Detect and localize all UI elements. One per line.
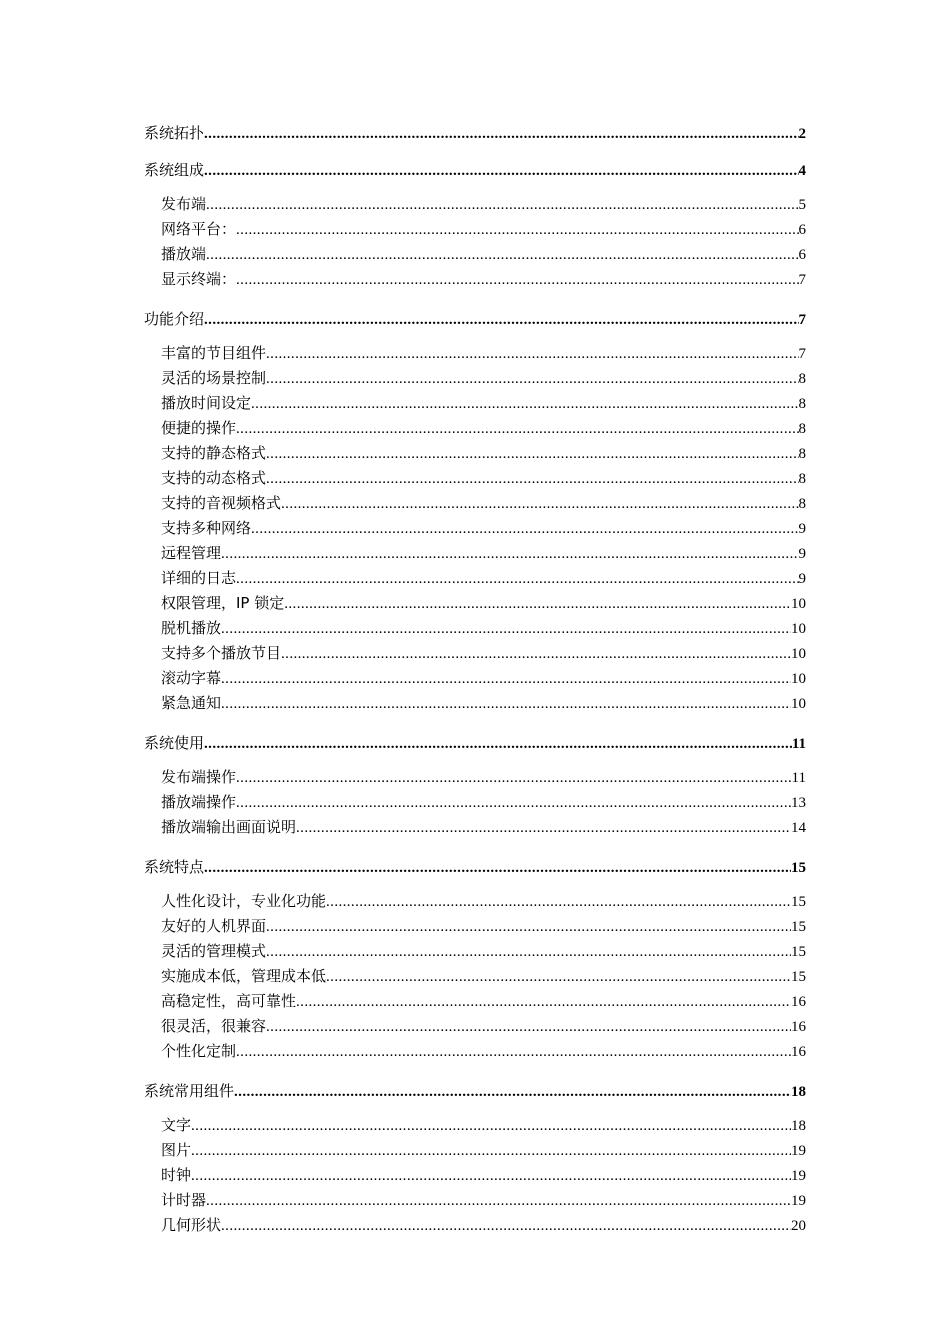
toc-entry-title: 播放时间设定 <box>161 394 252 412</box>
toc-entry-title: 支持的动态格式 <box>161 469 267 487</box>
toc-leader-dots <box>204 735 792 753</box>
toc-leader-dots <box>206 196 798 214</box>
toc-entry-title: 滚动字幕 <box>161 669 222 687</box>
toc-entry-page: 5 <box>798 197 806 213</box>
toc-entry-level2[interactable] <box>144 768 806 793</box>
toc-entry-level2[interactable] <box>144 942 806 967</box>
toc-leader-dots <box>251 520 798 538</box>
toc-entry-page: 15 <box>791 919 806 935</box>
toc-entry-level1[interactable] <box>144 310 806 328</box>
toc-leader-dots <box>221 620 791 638</box>
toc-entry-level2[interactable] <box>144 818 806 843</box>
toc-leader-dots <box>236 1043 791 1061</box>
toc-entry-level2[interactable] <box>144 1116 806 1141</box>
toc-leader-dots <box>236 769 792 787</box>
toc-leader-dots <box>296 993 791 1011</box>
toc-leader-dots <box>204 311 798 329</box>
toc-entry-title: 系统特点 <box>144 858 205 876</box>
toc-leader-dots <box>204 125 798 143</box>
toc-entry-title: 系统使用 <box>144 734 205 752</box>
toc-entry-level2[interactable] <box>144 195 806 220</box>
toc-entry-level1[interactable] <box>144 124 806 142</box>
toc-entry-title: 友好的人机界面 <box>161 917 267 935</box>
toc-entry-title: 计时器 <box>161 1191 207 1209</box>
toc-entry-page: 8 <box>798 371 806 387</box>
toc-entry-page: 6 <box>798 247 806 263</box>
toc-entry-page: 7 <box>798 346 806 362</box>
toc-entry-title: 显示终端： <box>161 270 237 288</box>
toc-entry-title: 支持多种网络 <box>161 519 252 537</box>
toc-entry-level2[interactable] <box>144 569 806 594</box>
toc-entry-page: 9 <box>798 521 806 537</box>
toc-entry-title: 灵活的场景控制 <box>161 369 267 387</box>
toc-entry-title: 便捷的操作 <box>161 419 237 437</box>
toc-entry-page: 11 <box>791 736 806 752</box>
toc-entry-page: 2 <box>798 126 806 142</box>
toc-entry-title: 个性化定制 <box>161 1042 237 1060</box>
toc-entry-title: 播放端输出画面说明 <box>161 818 297 836</box>
toc-leader-dots <box>296 819 791 837</box>
toc-entry-page: 15 <box>791 969 806 985</box>
toc-entry-level2[interactable] <box>144 444 806 469</box>
toc-entry-title: 支持的静态格式 <box>161 444 267 462</box>
toc-entry-page: 16 <box>791 1044 806 1060</box>
toc-entry-title: 支持多个播放节目 <box>161 644 282 662</box>
toc-entry-title: 功能介绍 <box>144 310 205 328</box>
toc-entry-page: 10 <box>791 646 806 662</box>
toc-entry-title: 系统拓扑 <box>144 124 205 142</box>
toc-leader-dots <box>326 893 791 911</box>
toc-leader-dots <box>204 859 791 877</box>
toc-entry-title: 详细的日志 <box>161 569 237 587</box>
toc-leader-dots <box>266 345 798 363</box>
toc-leader-dots <box>221 670 791 688</box>
toc-entry-level2[interactable] <box>144 594 806 619</box>
toc-entry-level2[interactable] <box>144 1042 806 1067</box>
toc-entry-level2[interactable] <box>144 644 806 669</box>
toc-entry-level2[interactable] <box>144 519 806 544</box>
toc-leader-dots <box>221 545 798 563</box>
toc-entry-level1[interactable] <box>144 1082 806 1100</box>
toc-entry-page: 10 <box>791 621 806 637</box>
toc-entry-level2[interactable] <box>144 892 806 917</box>
toc-entry-page: 9 <box>798 571 806 587</box>
toc-leader-dots <box>204 162 798 180</box>
toc-leader-dots <box>281 495 798 513</box>
toc-entry-level2[interactable] <box>144 793 806 818</box>
toc-entry-page: 6 <box>798 222 806 238</box>
toc-entry-title: 高稳定性，高可靠性 <box>161 992 297 1010</box>
toc-entry-title: 几何形状 <box>161 1216 222 1234</box>
toc-entry-level2[interactable] <box>144 220 806 245</box>
toc-entry-level2[interactable] <box>144 1191 806 1216</box>
toc-entry-page: 19 <box>791 1143 806 1159</box>
toc-entry-title: 发布端 <box>161 195 207 213</box>
toc-entry-page: 9 <box>798 546 806 562</box>
toc-entry-page: 20 <box>791 1218 806 1234</box>
toc-leader-dots <box>191 1117 791 1135</box>
toc-entry-level2[interactable] <box>144 494 806 519</box>
toc-entry-level1[interactable] <box>144 161 806 179</box>
toc-leader-dots <box>266 470 798 488</box>
toc-entry-page: 11 <box>791 770 806 786</box>
toc-leader-dots <box>206 1192 791 1210</box>
toc-entry-title: 支持的音视频格式 <box>161 494 282 512</box>
toc-entry-level2[interactable] <box>144 369 806 394</box>
toc-entry-page: 16 <box>791 994 806 1010</box>
toc-entry-page: 18 <box>791 1118 806 1134</box>
toc-leader-dots <box>234 1083 791 1101</box>
toc-leader-dots <box>266 1018 791 1036</box>
toc-entry-page: 15 <box>791 944 806 960</box>
toc-entry-title: 远程管理 <box>161 544 222 562</box>
toc-entry-page: 19 <box>791 1168 806 1184</box>
toc-leader-dots <box>266 943 791 961</box>
toc-leader-dots <box>284 595 791 613</box>
toc-entry-page: 8 <box>798 446 806 462</box>
toc-entry-title: 权限管理，IP 锁定 <box>161 594 285 612</box>
toc-leader-dots <box>221 1217 791 1235</box>
toc-entry-page: 10 <box>791 596 806 612</box>
toc-entry-title: 时钟 <box>161 1166 192 1184</box>
toc-leader-dots <box>191 1142 791 1160</box>
toc-entry-level2[interactable] <box>144 669 806 694</box>
toc-entry-level1[interactable] <box>144 734 806 752</box>
toc-entry-title: 播放端 <box>161 245 207 263</box>
toc-entry-page: 13 <box>791 795 806 811</box>
toc-entry-page: 7 <box>798 312 806 328</box>
toc-entry-title: 紧急通知 <box>161 694 222 712</box>
toc-entry-level2[interactable] <box>144 1017 806 1042</box>
toc-leader-dots <box>236 221 798 239</box>
toc-entry-page: 15 <box>791 860 806 876</box>
toc-entry-level2[interactable] <box>144 270 806 295</box>
toc-entry-page: 7 <box>798 272 806 288</box>
toc-leader-dots <box>266 445 798 463</box>
toc-entry-level2[interactable] <box>144 419 806 444</box>
toc-leader-dots <box>236 271 798 289</box>
toc-leader-dots <box>191 1167 791 1185</box>
toc-leader-dots <box>206 246 798 264</box>
toc-entry-level2[interactable] <box>144 344 806 369</box>
toc-entry-page: 4 <box>798 163 806 179</box>
toc-entry-level2[interactable] <box>144 967 806 992</box>
toc-entry-page: 8 <box>798 471 806 487</box>
table-of-contents <box>144 124 806 1241</box>
toc-entry-page: 14 <box>791 820 806 836</box>
toc-entry-title: 系统组成 <box>144 161 205 179</box>
toc-entry-page: 19 <box>791 1193 806 1209</box>
toc-entry-title: 灵活的管理模式 <box>161 942 267 960</box>
toc-entry-title: 网络平台： <box>161 220 237 238</box>
toc-leader-dots <box>281 645 791 663</box>
toc-entry-title: 实施成本低，管理成本低 <box>161 967 327 985</box>
toc-entry-level2[interactable] <box>144 917 806 942</box>
toc-entry-level2[interactable] <box>144 1141 806 1166</box>
toc-entry-page: 8 <box>798 396 806 412</box>
toc-entry-title: 发布端操作 <box>161 768 237 786</box>
toc-entry-page: 15 <box>791 894 806 910</box>
toc-leader-dots <box>236 794 791 812</box>
toc-entry-title: 图片 <box>161 1141 192 1159</box>
toc-entry-level2[interactable] <box>144 1166 806 1191</box>
toc-entry-page: 8 <box>798 496 806 512</box>
toc-entry-title: 丰富的节目组件 <box>161 344 267 362</box>
toc-entry-title: 播放端操作 <box>161 793 237 811</box>
toc-leader-dots <box>236 420 798 438</box>
toc-entry-page: 10 <box>791 696 806 712</box>
toc-entry-level2[interactable] <box>144 694 806 719</box>
toc-entry-title: 人性化设计，专业化功能 <box>161 892 327 910</box>
toc-entry-title: 很灵活，很兼容 <box>161 1017 267 1035</box>
toc-entry-page: 8 <box>798 421 806 437</box>
toc-entry-level2[interactable] <box>144 992 806 1017</box>
toc-leader-dots <box>326 968 791 986</box>
toc-leader-dots <box>251 395 798 413</box>
toc-entry-title: 文字 <box>161 1116 192 1134</box>
toc-entry-level2[interactable] <box>144 1216 806 1241</box>
toc-leader-dots <box>236 570 798 588</box>
toc-entry-title: 系统常用组件 <box>144 1082 235 1100</box>
toc-entry-level2[interactable] <box>144 544 806 569</box>
toc-entry-level2[interactable] <box>144 619 806 644</box>
toc-entry-page: 10 <box>791 671 806 687</box>
toc-leader-dots <box>221 695 791 713</box>
toc-entry-level2[interactable] <box>144 245 806 270</box>
toc-entry-level2[interactable] <box>144 469 806 494</box>
toc-entry-level1[interactable] <box>144 858 806 876</box>
toc-entry-page: 16 <box>791 1019 806 1035</box>
toc-entry-level2[interactable] <box>144 394 806 419</box>
toc-entry-page: 18 <box>791 1084 806 1100</box>
toc-leader-dots <box>266 370 798 388</box>
toc-leader-dots <box>266 918 791 936</box>
toc-entry-title: 脱机播放 <box>161 619 222 637</box>
